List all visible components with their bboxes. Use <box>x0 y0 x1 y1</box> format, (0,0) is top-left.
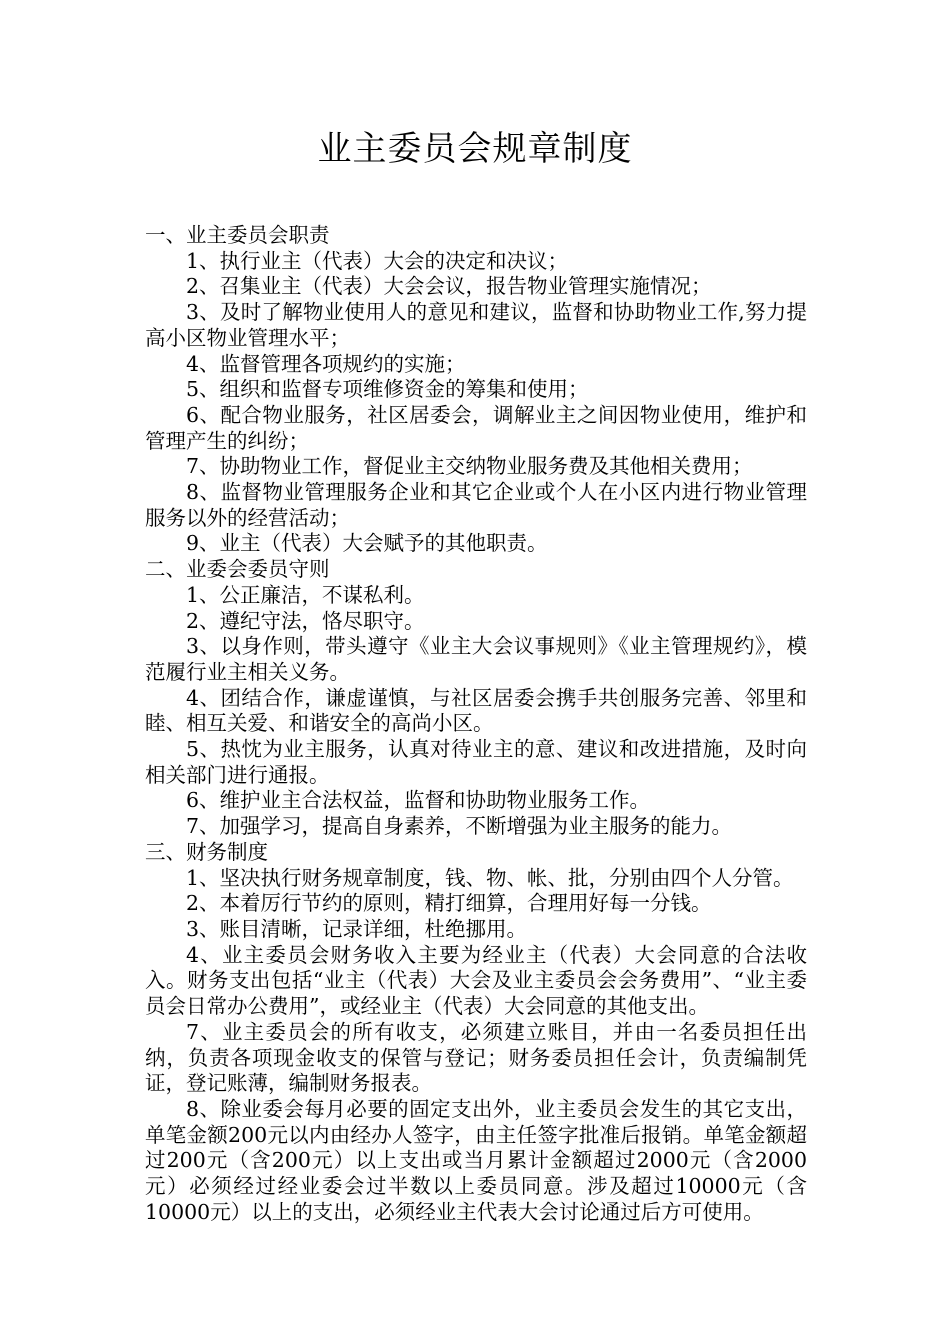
list-item: 1、坚决执行财务规章制度，钱、物、帐、批，分别由四个人分管。 <box>186 865 794 890</box>
list-item: 2、遵纪守法，恪尽职守。 <box>186 608 425 633</box>
list-item: 8、除业委会每月必要的固定支出外，业主委员会发生的其它支出，单笔金额200元以内由经办人签字，由主任签字批准后报销。单笔金额超过200元（含200元）以上支出或当月累计金额超过2000元（含2000元）必须经过经业委会过半数以上委员同意。涉及超过10000元（含10000元）以上的支出，必须经业主代表大会讨论通过后方可使用。 <box>145 1096 807 1224</box>
list-item: 2、召集业主（代表）大会会议，报告物业管理实施情况； <box>186 274 712 299</box>
list-item: 1、公正廉洁，不谋私利。 <box>186 582 425 607</box>
list-item: 8、监督物业管理服务企业和其它企业或个人在小区内进行物业管理服务以外的经营活动； <box>145 480 807 530</box>
list-item: 4、业主委员会财务收入主要为经业主（代表）大会同意的合法收入。财务支出包括“业主（代表）大会及业主委员会会务费用”、“业主委员会日常办公费用”，或经业主（代表）大会同意的其他支出。 <box>145 942 807 1019</box>
list-item: 7、协助物业工作，督促业主交纳物业服务费及其他相关费用； <box>186 454 753 479</box>
list-item: 1、执行业主（代表）大会的决定和决议； <box>186 248 569 273</box>
section-heading-duties: 一、业主委员会职责 <box>145 223 330 247</box>
list-item: 2、本着厉行节约的原则，精打细算，合理用好每一分钱。 <box>186 891 712 916</box>
list-item: 4、监督管理各项规约的实施； <box>186 351 466 376</box>
list-item: 7、加强学习，提高自身素养，不断增强为业主服务的能力。 <box>186 814 733 839</box>
section-heading-code-of-conduct: 二、业委会委员守则 <box>145 557 330 582</box>
document-body <box>145 223 807 1225</box>
list-item: 6、维护业主合法权益，监督和协助物业服务工作。 <box>186 788 651 813</box>
list-item: 6、配合物业服务，社区居委会，调解业主之间因物业使用，维护和管理产生的纠纷； <box>145 402 807 453</box>
list-item: 9、业主（代表）大会赋予的其他职责。 <box>186 531 548 556</box>
list-item: 5、组织和监督专项维修资金的筹集和使用； <box>186 377 589 402</box>
list-item: 7、业主委员会的所有收支，必须建立账目，并由一名委员担任出纳，负责各项现金收支的保管与登记；财务委员担任会计，负责编制凭证，登记账薄，编制财务报表。 <box>145 1019 807 1096</box>
list-item: 3、账目清晰，记录详细，杜绝挪用。 <box>186 916 528 941</box>
list-item: 4、团结合作，谦虚谨慎，与社区居委会携手共创服务完善、邻里和睦、相互关爱、和谐安全的高尚小区。 <box>145 685 807 736</box>
page-title: 业主委员会规章制度 <box>317 129 633 169</box>
list-item: 3、及时了解物业使用人的意见和建议，监督和协助物业工作,努力提高小区物业管理水平； <box>145 300 807 350</box>
section-heading-finance: 三、财务制度 <box>145 839 268 864</box>
list-item: 3、以身作则，带头遵守《业主大会议事规则》《业主管理规约》，模范履行业主相关义务。 <box>145 634 807 684</box>
list-item: 5、热忱为业主服务，认真对待业主的意、建议和改进措施，及时向相关部门进行通报。 <box>145 737 807 787</box>
